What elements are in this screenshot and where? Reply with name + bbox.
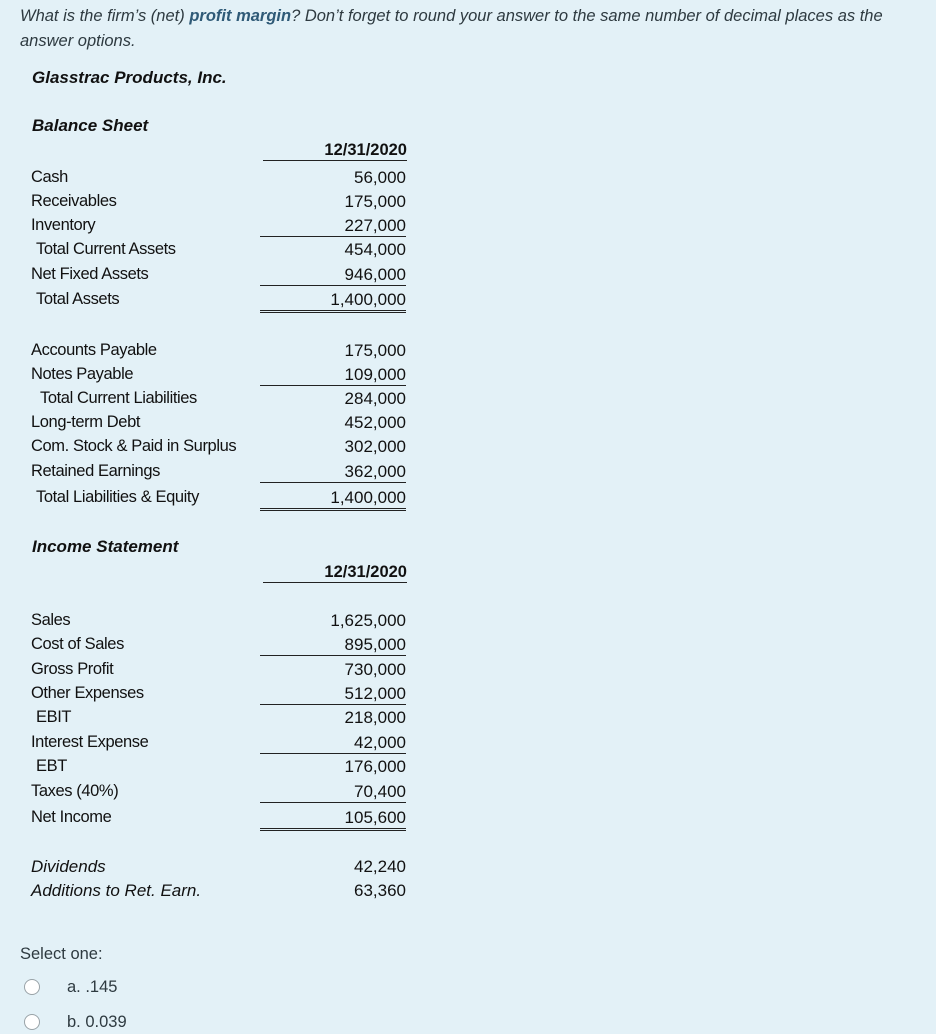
radio-button-icon[interactable] [24, 979, 40, 995]
is-label-gross-profit: Gross Profit [31, 660, 114, 678]
is-value-gross-profit: 730,000 [344, 660, 406, 679]
bs-value-receivables: 175,000 [344, 192, 406, 211]
is-value-taxes: 70,400 [260, 782, 406, 803]
is-value-ebt: 176,000 [344, 757, 406, 776]
bs-value-cash: 56,000 [354, 168, 406, 187]
is-value-interest-expense: 42,000 [260, 733, 406, 754]
bs-label-total-current-assets: Total Current Assets [36, 240, 176, 258]
bs-value-accounts-payable: 175,000 [344, 341, 406, 360]
bs-value-common-stock: 302,000 [344, 437, 406, 456]
is-value-sales: 1,625,000 [330, 611, 406, 630]
company-name: Glasstrac Products, Inc. [32, 68, 227, 87]
answer-option-label: a. .145 [67, 977, 118, 996]
select-one-prompt: Select one: [20, 945, 103, 963]
is-label-ebt: EBT [36, 757, 67, 775]
bs-label-net-fixed-assets: Net Fixed Assets [31, 265, 149, 283]
bs-value-total-current-assets: 454,000 [344, 240, 406, 259]
is-label-additions-ret-earn: Additions to Ret. Earn. [31, 881, 202, 900]
radio-button-icon[interactable] [24, 1014, 40, 1030]
bs-label-cash: Cash [31, 168, 68, 186]
bs-label-inventory: Inventory [31, 216, 96, 234]
balance-sheet-title: Balance Sheet [32, 116, 149, 135]
bs-value-total-assets: 1,400,000 [260, 290, 406, 313]
is-label-cost-of-sales: Cost of Sales [31, 635, 124, 653]
answer-option-b[interactable] [24, 1010, 127, 1034]
bs-label-long-term-debt: Long-term Debt [31, 413, 141, 431]
is-value-ebit: 218,000 [344, 708, 406, 727]
income-statement-title: Income Statement [32, 537, 179, 556]
is-label-dividends: Dividends [31, 857, 106, 876]
bs-label-notes-payable: Notes Payable [31, 365, 134, 383]
bs-label-retained-earnings: Retained Earnings [31, 462, 160, 480]
income-statement-date: 12/31/2020 [263, 563, 407, 583]
answer-option-a[interactable] [24, 975, 117, 999]
is-value-dividends: 42,240 [354, 857, 406, 876]
bs-label-accounts-payable: Accounts Payable [31, 341, 157, 359]
bs-value-total-current-liabilities: 284,000 [344, 389, 406, 408]
bs-label-total-current-liabilities: Total Current Liabilities [40, 389, 197, 407]
bs-label-total-liabilities-equity: Total Liabilities & Equity [36, 488, 199, 506]
question-text: What is the firm’s (net) profit margin? Don’t forget to round your answer to the same number of decimal places as the answer options. [20, 7, 883, 50]
bs-label-common-stock: Com. Stock & Paid in Surplus [31, 437, 237, 455]
bs-value-total-liabilities-equity: 1,400,000 [260, 488, 406, 511]
is-label-sales: Sales [31, 611, 71, 629]
bs-value-notes-payable: 109,000 [260, 365, 406, 386]
is-label-ebit: EBIT [36, 708, 72, 726]
bs-label-total-assets: Total Assets [36, 290, 120, 308]
bs-value-net-fixed-assets: 946,000 [260, 265, 406, 286]
balance-sheet-date: 12/31/2020 [263, 141, 407, 161]
bs-value-inventory: 227,000 [260, 216, 406, 237]
is-label-interest-expense: Interest Expense [31, 733, 149, 751]
question-emphasis: profit margin [189, 7, 292, 25]
bs-label-receivables: Receivables [31, 192, 117, 210]
is-value-additions-ret-earn: 63,360 [354, 881, 406, 900]
is-value-net-income: 105,600 [260, 808, 406, 831]
is-label-taxes: Taxes (40%) [31, 782, 119, 800]
bs-value-long-term-debt: 452,000 [344, 413, 406, 432]
bs-value-retained-earnings: 362,000 [260, 462, 406, 483]
is-label-net-income: Net Income [31, 808, 112, 826]
is-value-cost-of-sales: 895,000 [260, 635, 406, 656]
is-label-other-expenses: Other Expenses [31, 684, 144, 702]
is-value-other-expenses: 512,000 [260, 684, 406, 705]
answer-option-label: b. 0.039 [67, 1012, 127, 1031]
